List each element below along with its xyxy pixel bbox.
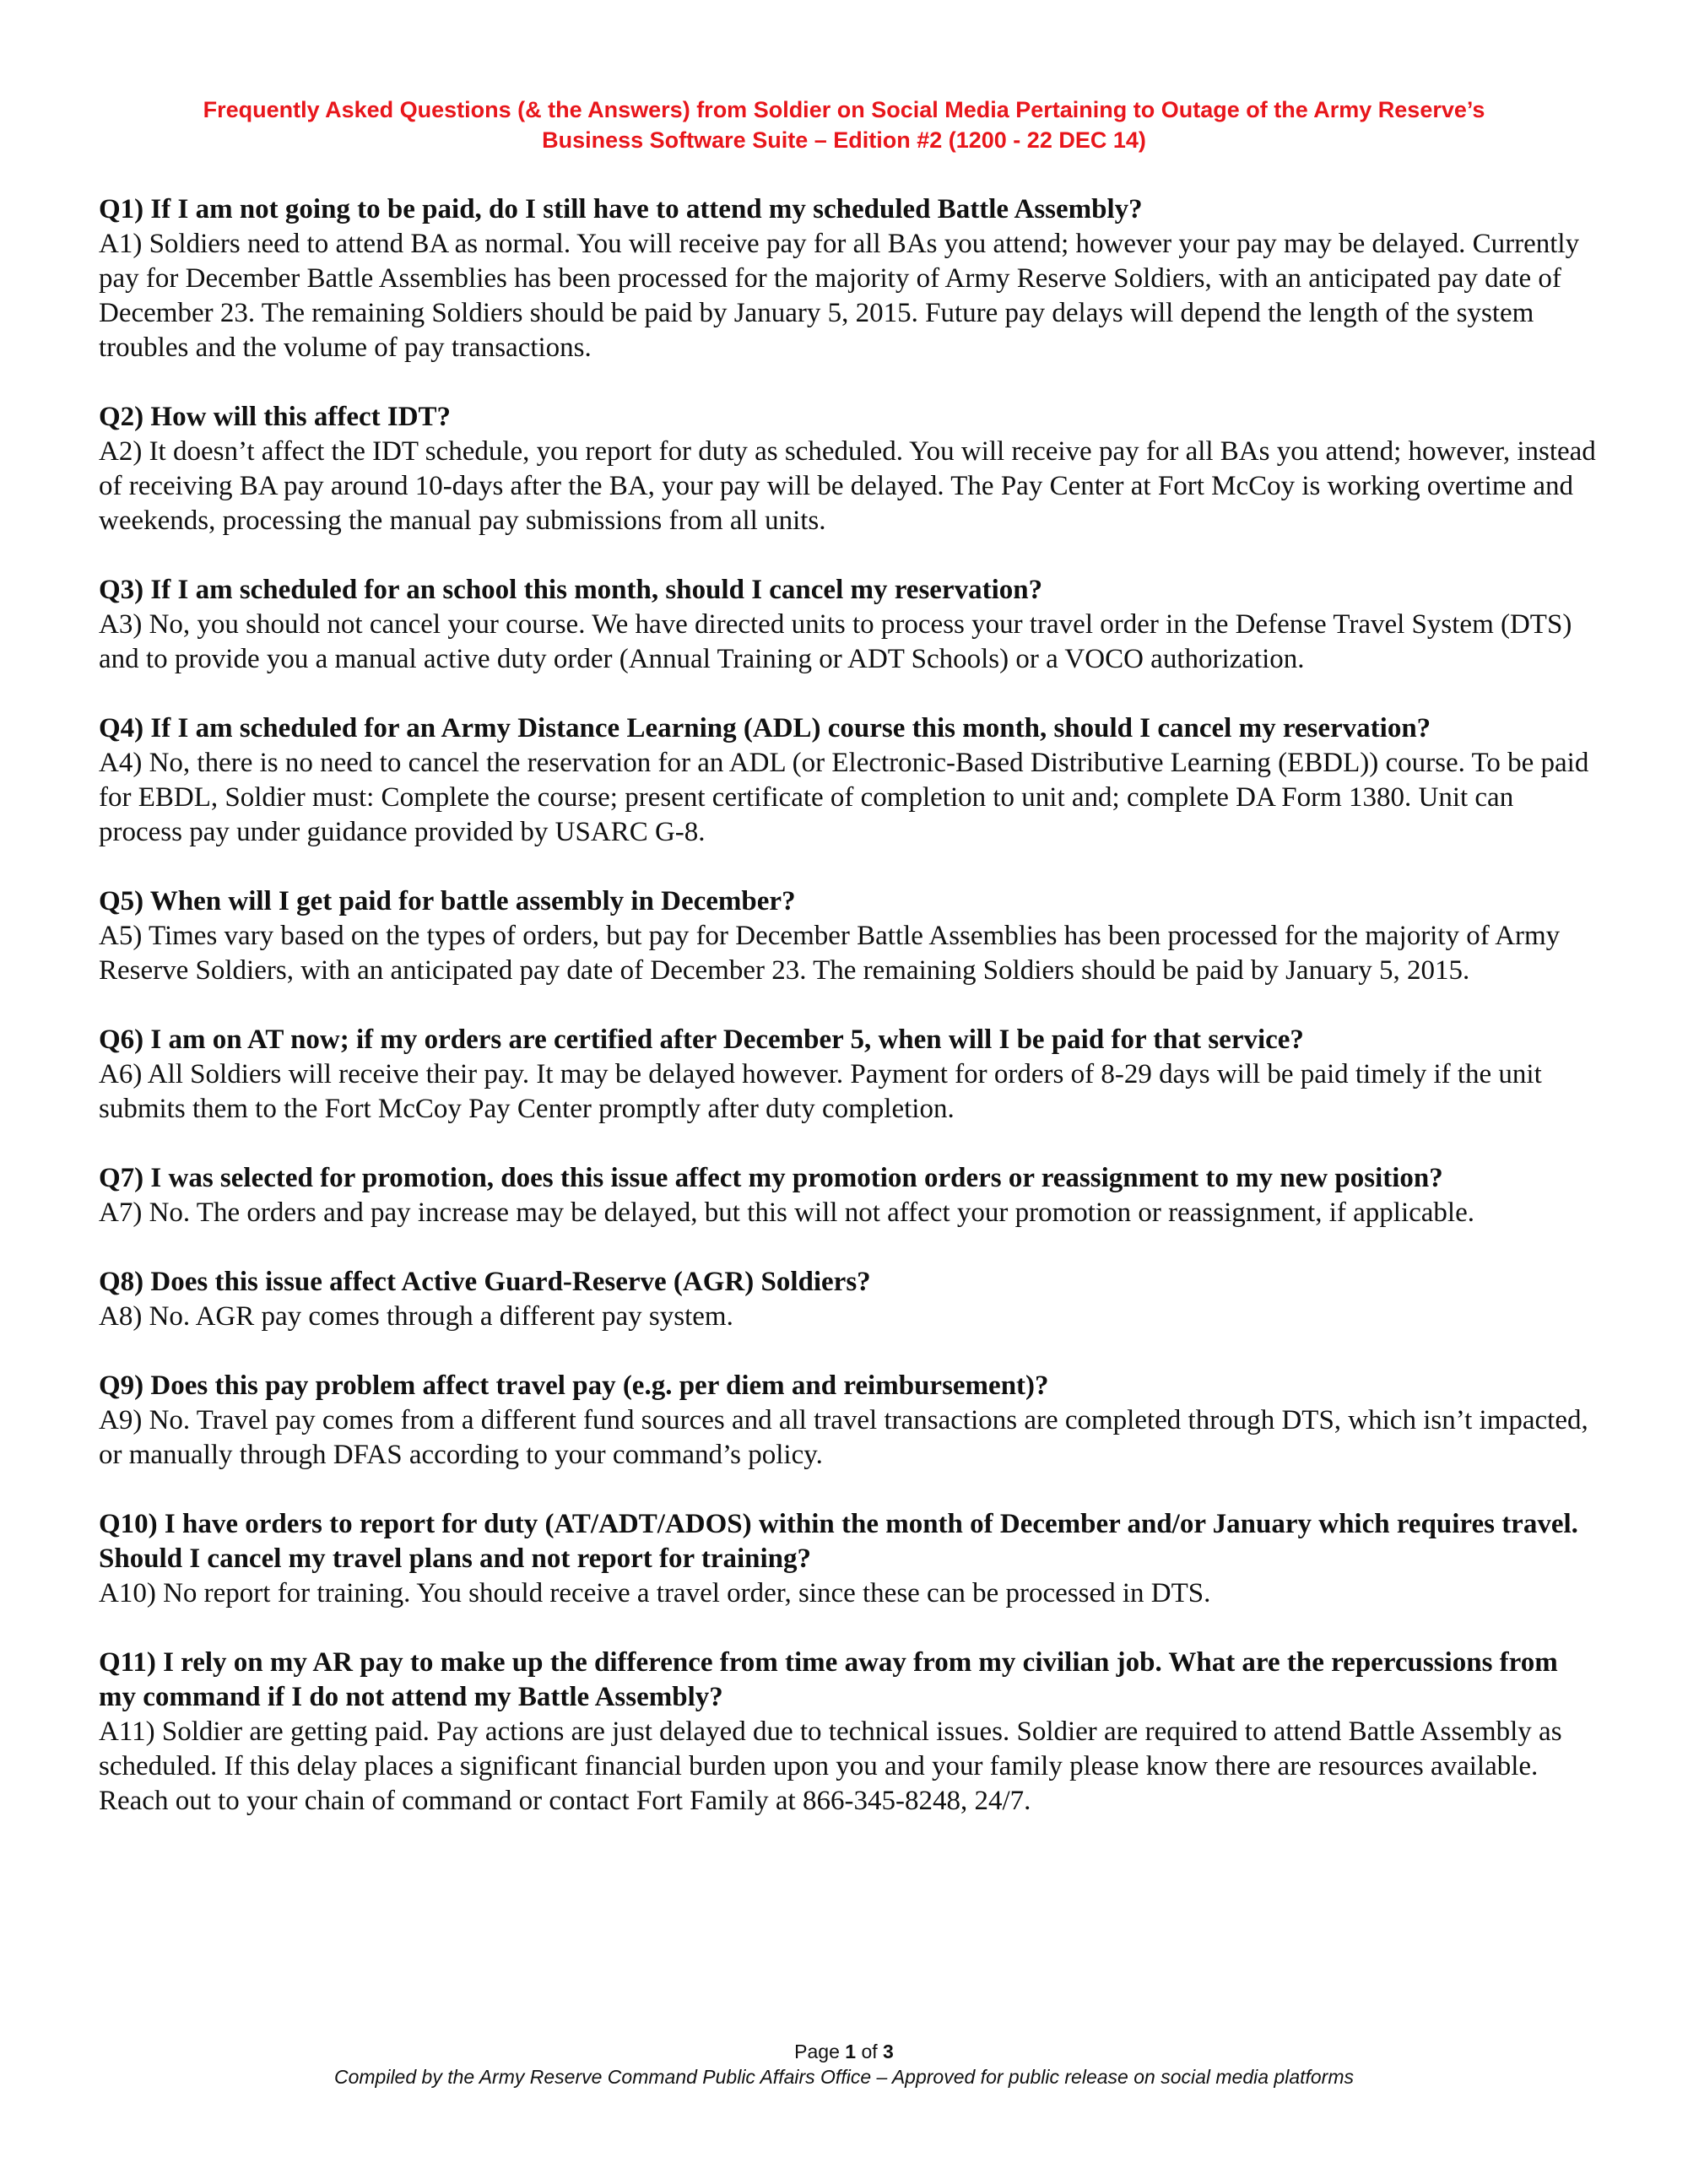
title-line-2: Business Software Suite – Edition #2 (1200 - 22 DEC 14)	[542, 127, 1146, 153]
faq-item-q9	[99, 1369, 1601, 1473]
page-total: 3	[883, 2041, 894, 2062]
page-of: of	[861, 2041, 878, 2062]
page-number	[101, 2039, 1587, 2064]
answer: A11) Soldier are getting paid. Pay actions are just delayed due to technical issues. Soldier are required to attend Battle Assembly as scheduled. If this delay places a significant financial burden upon you and your family please know there are resources available. Reach out to your chain of command or contact Fort Family at 866-345-8248, 24/7.	[99, 1716, 1562, 1816]
answer: A3) No, you should not cancel your course. We have directed units to process your travel order in the Defense Travel System (DTS) and to provide you a manual active duty order (Annual Training or ADT Schools) or a VOCO authorization.	[99, 609, 1572, 674]
question: Q2) How will this affect IDT?	[99, 402, 452, 432]
title-line-1: Frequently Asked Questions (& the Answers) from Soldier on Social Media Pertaining to Outage of the Army Reserve’s	[203, 97, 1485, 122]
question: Q9) Does this pay problem affect travel pay (e.g. per diem and reimbursement)?	[99, 1370, 1049, 1401]
faq-item-q3	[99, 573, 1601, 677]
faq-item-q2	[99, 400, 1601, 538]
faq-list	[99, 192, 1601, 1853]
answer: A10) No report for training. You should receive a travel order, since these can be processed in DTS.	[99, 1578, 1211, 1608]
faq-item-q11	[99, 1646, 1601, 1819]
answer: A8) No. AGR pay comes through a different pay system.	[99, 1301, 733, 1332]
page-current: 1	[845, 2041, 857, 2062]
question: Q5) When will I get paid for battle assembly in December?	[99, 886, 796, 916]
answer: A7) No. The orders and pay increase may be delayed, but this will not affect your promotion or reassignment, if applicable.	[99, 1197, 1474, 1228]
document-title	[101, 95, 1587, 155]
question: Q10) I have orders to report for duty (AT/ADT/ADOS) within the month of December and/or January which requires travel. Should I cancel my travel plans and not report for training?	[99, 1509, 1578, 1574]
question: Q4) If I am scheduled for an Army Distance Learning (ADL) course this month, should I cancel my reservation?	[99, 713, 1431, 743]
answer: A1) Soldiers need to attend BA as normal. You will receive pay for all BAs you attend; however your pay may be delayed. Currently pay for December Battle Assemblies has been processed for the majority of Army Reserve Soldiers, with an anticipated pay date of December 23. The remaining Soldiers should be paid by January 5, 2015. Future pay delays will depend the length of the system troubles and the volume of pay transactions.	[99, 229, 1580, 363]
question: Q6) I am on AT now; if my orders are certified after December 5, when will I be paid for that service?	[99, 1024, 1304, 1055]
faq-item-q5	[99, 884, 1601, 988]
answer: A5) Times vary based on the types of orders, but pay for December Battle Assemblies has been processed for the majority of Army Reserve Soldiers, with an anticipated pay date of December 23. The remaining Soldiers should be paid by January 5, 2015.	[99, 921, 1561, 986]
faq-item-q7	[99, 1161, 1601, 1230]
answer: A9) No. Travel pay comes from a different fund sources and all travel transactions are completed through DTS, which isn’t impacted, or manually through DFAS according to your command’s policy.	[99, 1405, 1588, 1470]
answer: A4) No, there is no need to cancel the reservation for an ADL (or Electronic-Based Distributive Learning (EBDL)) course. To be paid for EBDL, Soldier must: Complete the course; present certificate of completion to unit and; complete DA Form 1380. Unit can process pay under guidance provided by USARC G-8.	[99, 748, 1589, 847]
faq-item-q1	[99, 192, 1601, 365]
faq-item-q4	[99, 711, 1601, 850]
question: Q1) If I am not going to be paid, do I still have to attend my scheduled Battle Assembly?	[99, 194, 1143, 224]
question: Q11) I rely on my AR pay to make up the difference from time away from my civilian job. What are the repercussions from my command if I do not attend my Battle Assembly?	[99, 1647, 1558, 1712]
answer: A2) It doesn’t affect the IDT schedule, you report for duty as scheduled. You will receive pay for all BAs you attend; however, instead of receiving BA pay around 10-days after the BA, your pay will be delayed. The Pay Center at Fort McCoy is working overtime and weekends, processing the manual pay submissions from all units.	[99, 436, 1596, 536]
page-word: Page	[794, 2041, 840, 2062]
faq-item-q6	[99, 1023, 1601, 1127]
answer: A6) All Soldiers will receive their pay. It may be delayed however. Payment for orders of 8-29 days will be paid timely if the unit submits them to the Fort McCoy Pay Center promptly after duty completion.	[99, 1059, 1542, 1124]
footer-credit: Compiled by the Army Reserve Command Public Affairs Office – Approved for public release on social media platforms	[333, 2066, 1355, 2088]
question: Q8) Does this issue affect Active Guard-Reserve (AGR) Soldiers?	[99, 1267, 871, 1297]
question: Q3) If I am scheduled for an school this month, should I cancel my reservation?	[99, 575, 1043, 605]
faq-item-q10	[99, 1507, 1601, 1611]
question: Q7) I was selected for promotion, does this issue affect my promotion orders or reassignment to my new position?	[99, 1163, 1443, 1193]
faq-item-q8	[99, 1265, 1601, 1334]
